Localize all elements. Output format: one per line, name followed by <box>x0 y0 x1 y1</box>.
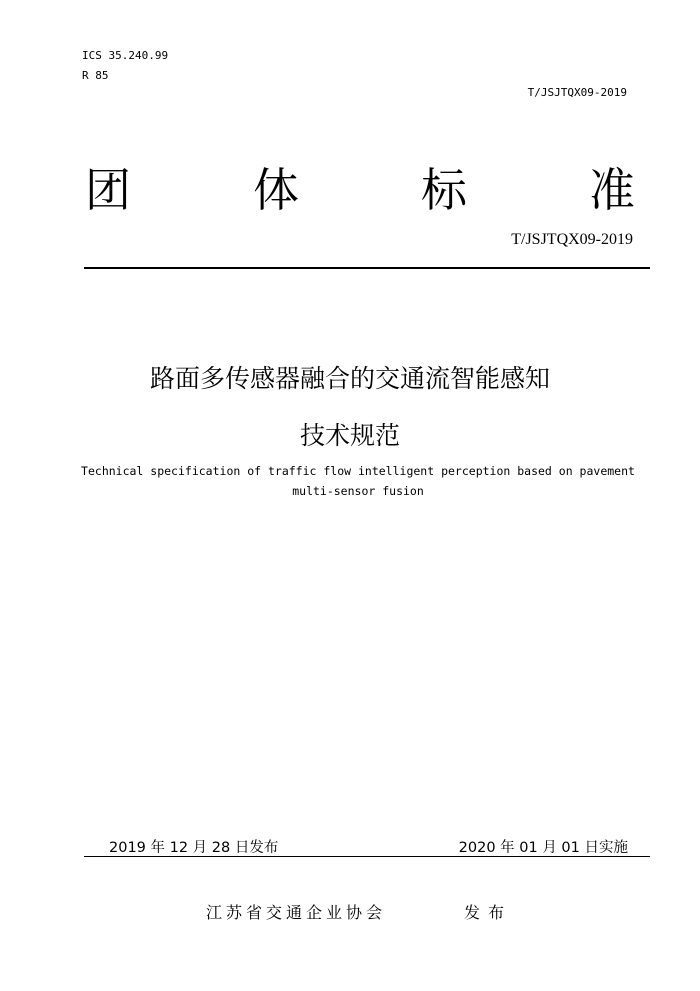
implementation-date: 2020 年 01 月 01 日实施 <box>458 840 628 856</box>
publisher-name: 江苏省交通企业协会 <box>206 903 387 922</box>
bottom-divider <box>84 856 650 857</box>
top-divider <box>84 267 650 269</box>
standard-code: T/JSJTQX09-2019 <box>511 231 633 248</box>
title-english-line-2: multi-sensor fusion <box>292 484 424 498</box>
issue-date: 2019 年 12 月 28 日发布 <box>109 840 279 856</box>
banner-char-3: 标 <box>421 163 467 217</box>
classification-code: R 85 <box>82 69 109 82</box>
standard-code-top: T/JSJTQX09-2019 <box>527 86 627 99</box>
title-english-line-1: Technical specification of traffic flow intelligent perception based on pavement <box>81 464 635 478</box>
standard-type-banner <box>85 160 635 220</box>
publish-label: 发布 <box>464 903 513 922</box>
banner-char-2: 体 <box>253 163 299 217</box>
banner-char-4: 准 <box>589 163 635 217</box>
ics-code: ICS 35.240.99 <box>82 49 169 62</box>
banner-char-1: 团 <box>85 163 131 217</box>
title-chinese-line-2: 技术规范 <box>299 421 400 450</box>
title-chinese-line-1: 路面多传感器融合的交通流智能感知 <box>149 364 550 393</box>
